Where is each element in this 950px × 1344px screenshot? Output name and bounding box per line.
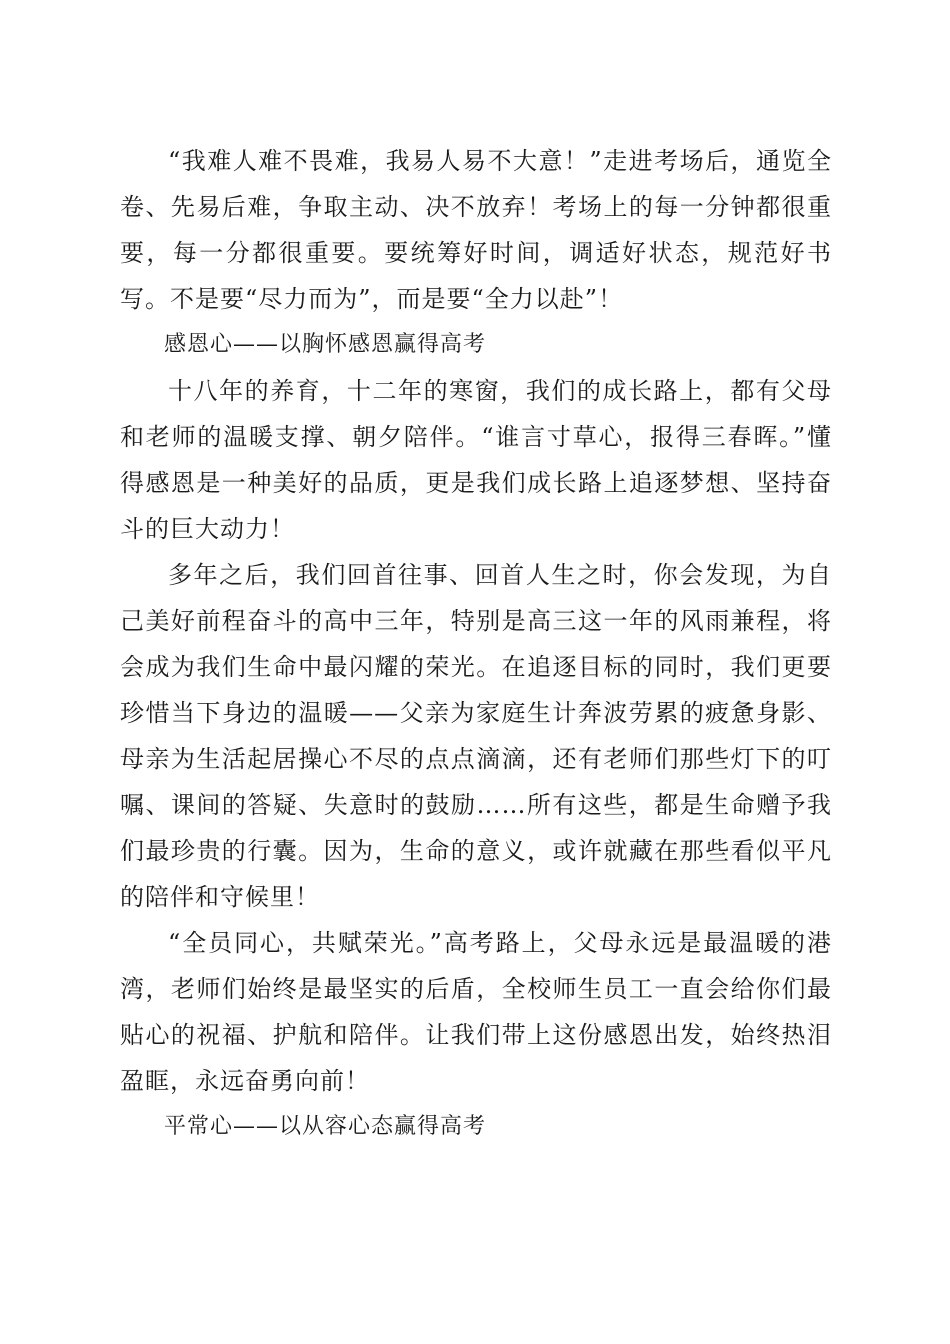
paragraph-looking-back: 多年之后，我们回首往事、回首人生之时，你会发现，为自己美好前程奋斗的高中三年，特别是高三这一年的风雨兼程，将会成为我们生命中最闪耀的荣光。在追逐目标的同时，我们更要珍惜当下身边的温暖——父亲为家庭生计奔波劳累的疲惫身影、母亲为生活起居操心不尽的点点滴滴，还有老师们那些灯下的叮嘱、课间的答疑、失意时的鼓励……所有这些，都是生命赠予我们最珍贵的行囊。因为，生命的意义，或许就藏在那些看似平凡的陪伴和守候里！ <box>120 561 832 911</box>
paragraph-exam-strategy: “我难人难不畏难，我易人易不大意！”走进考场后，通览全卷、先易后难，争取主动、决不放弃！考场上的每一分钟都很重要，每一分都很重要。要统筹好时间，调适好状态，规范好书写。不是要“尽力而为”，而是要“全力以赴”！ <box>120 147 832 313</box>
paragraph-upbringing: 十八年的养育，十二年的寒窗，我们的成长路上，都有父母和老师的温暖支撑、朝夕陪伴。“谁言寸草心，报得三春晖。”懂得感恩是一种美好的品质，更是我们成长路上追逐梦想、坚持奋斗的巨大动力！ <box>120 377 832 543</box>
paragraph-united-hearts: “全员同心，共赋荣光。”高考路上，父母永远是最温暖的港湾，老师们始终是最坚实的后盾，全校师生员工一直会给你们最贴心的祝福、护航和陪伴。让我们带上这份感恩出发，始终热泪盈眶，永远奋勇向前！ <box>120 929 832 1095</box>
section-heading-calm-mind: 平常心——以从容心态赢得高考 <box>164 1114 487 1139</box>
document-body <box>120 138 832 1150</box>
section-heading-gratitude: 感恩心——以胸怀感恩赢得高考 <box>164 332 487 357</box>
